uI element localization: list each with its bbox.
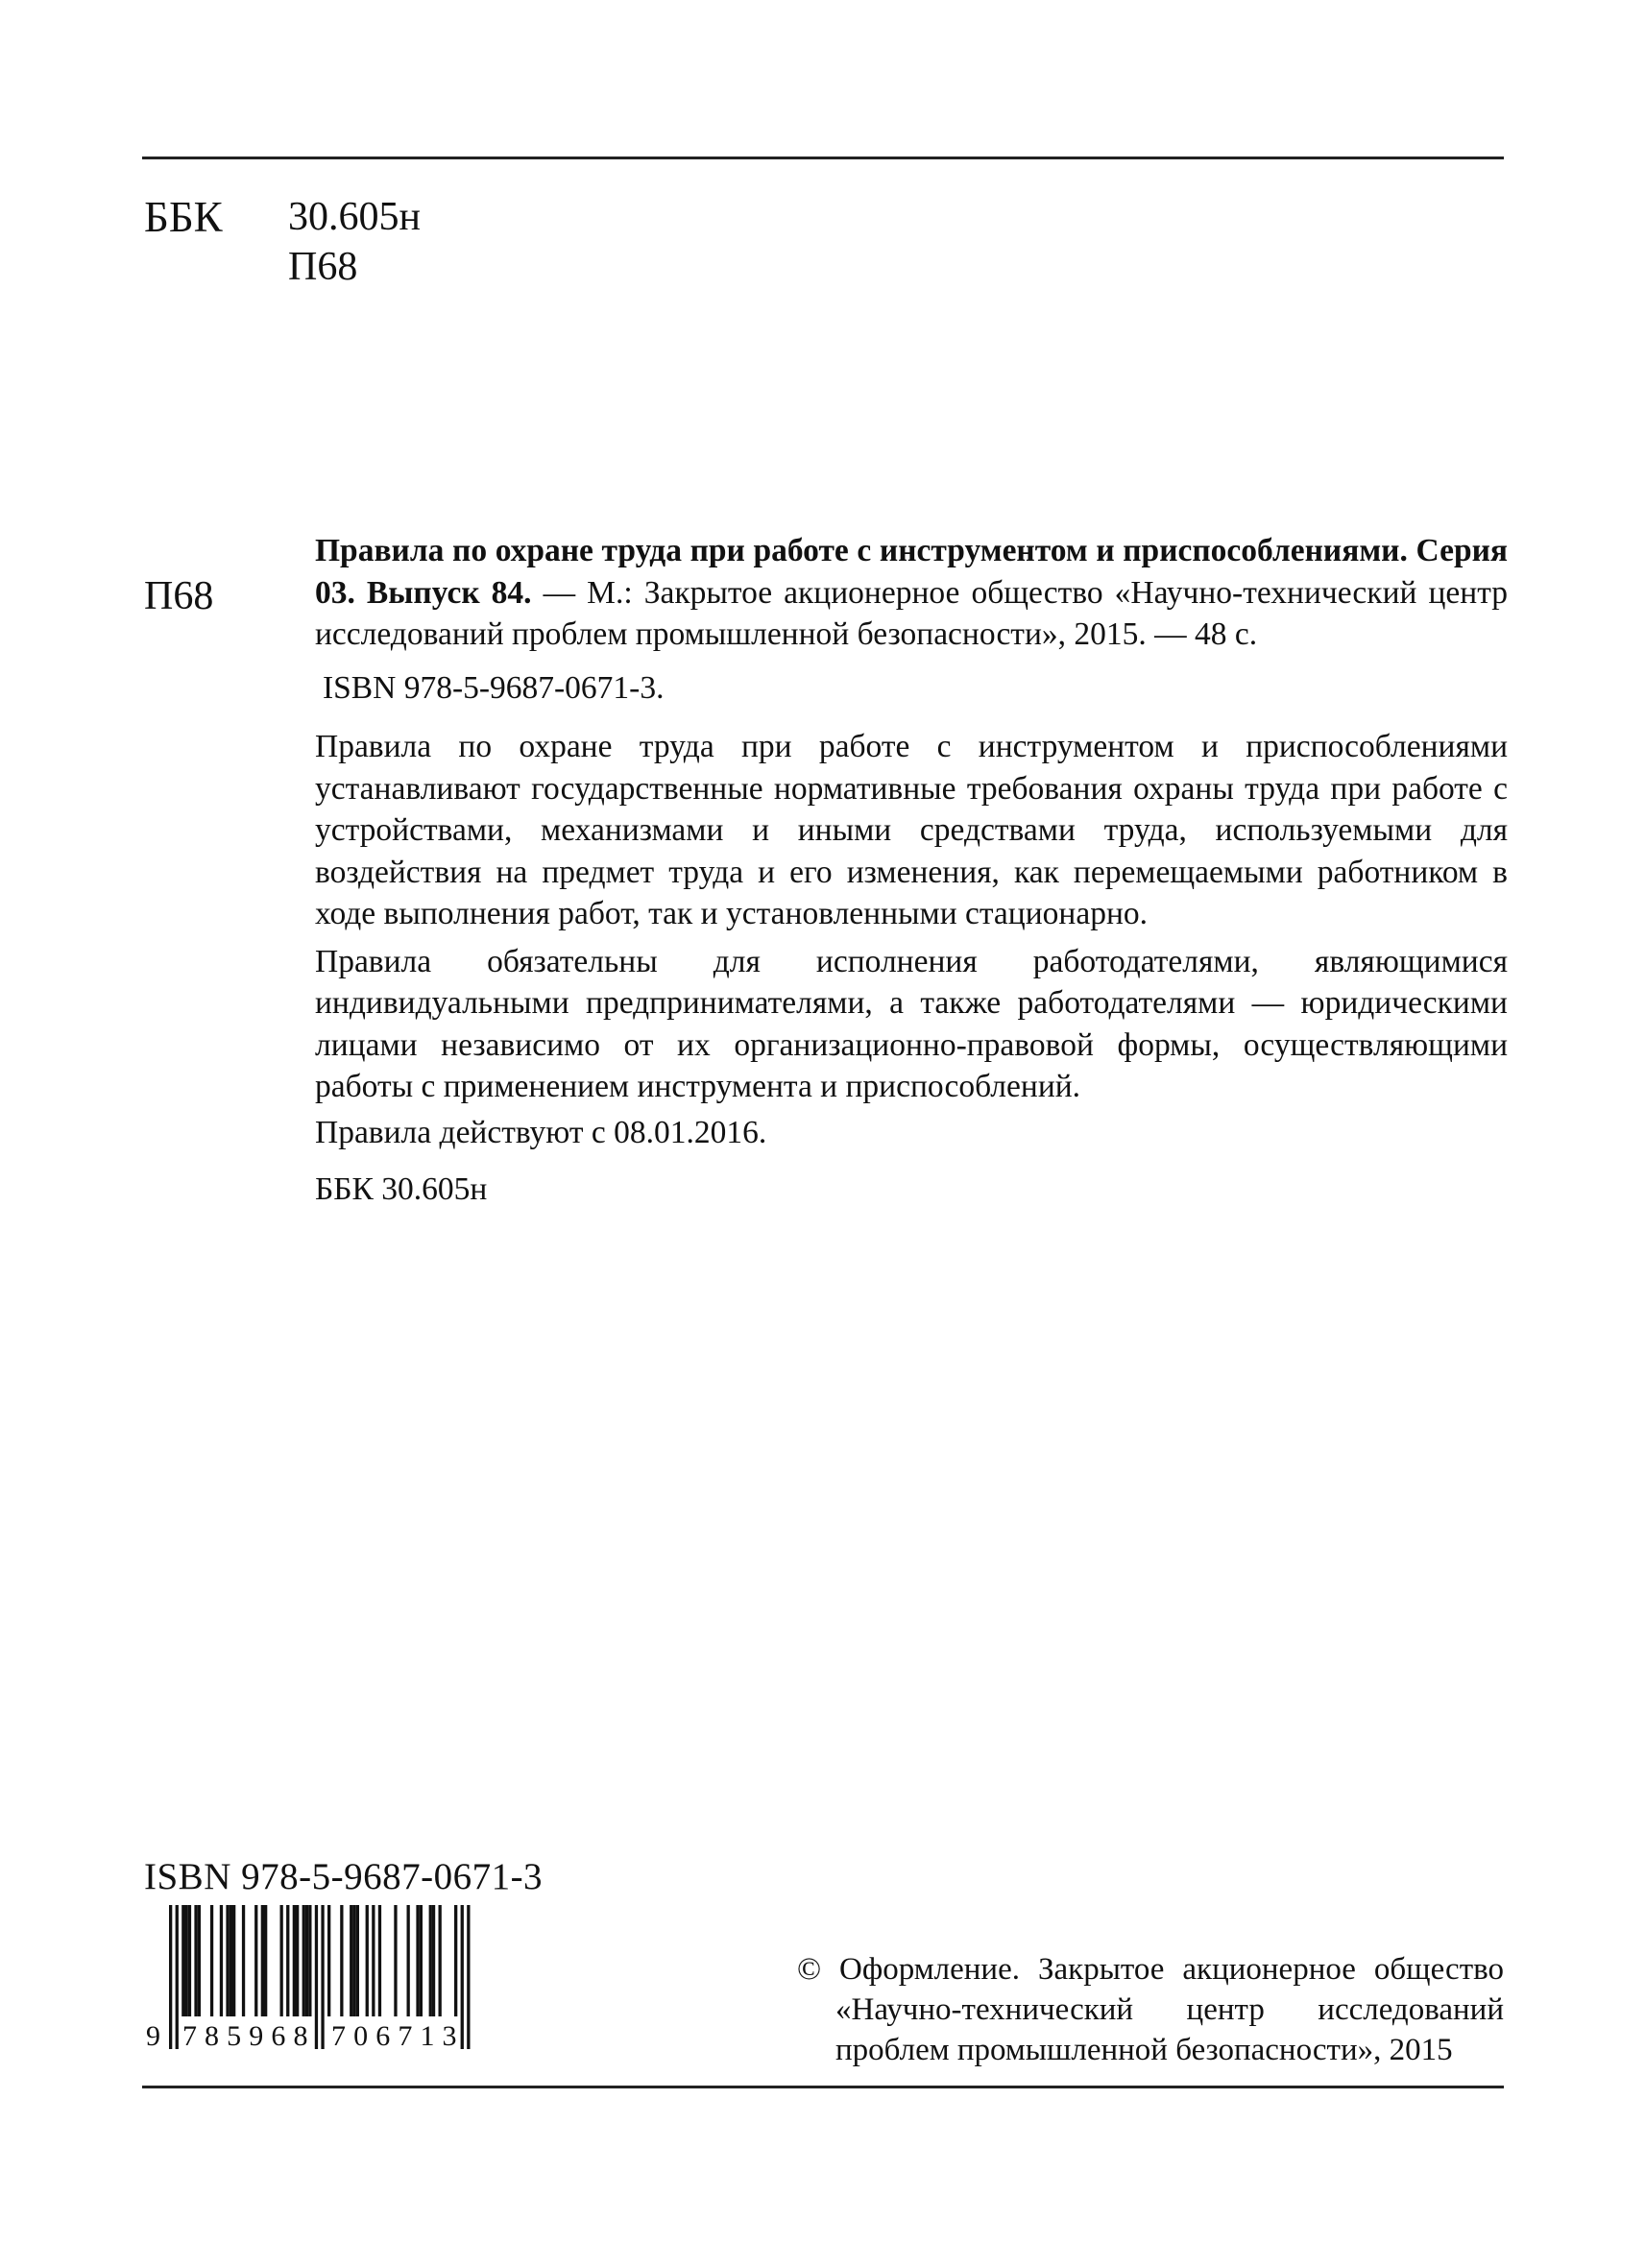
barcode-bar [230,1905,232,2016]
barcode-digit: 8 [205,2020,220,2049]
bbk-footer: ББК 30.605н [315,1171,488,1207]
barcode-bar [220,1905,223,2016]
barcode-bar [350,1905,352,2016]
barcode-guard-bar [169,1905,172,2049]
barcode-bar [232,1905,235,2016]
isbn-barcode [144,1905,547,2049]
barcode-digit: 6 [271,2020,286,2049]
bbk-label: ББК [144,193,223,241]
copyright-line: © Оформление. Закрытое акционерное общество [797,1952,1504,1987]
barcode-bar [372,1905,375,2016]
barcode-bar [356,1905,359,2016]
barcode-bar [198,1905,201,2016]
bibliographic-annotation [315,530,1508,1211]
barcode-digit: 3 [442,2020,457,2049]
barcode-bar [280,1905,283,2016]
copyright-notice [797,1949,1504,2070]
barcode-bar [302,1905,305,2016]
barcode-bar [210,1905,213,2016]
barcode-bar [305,1905,308,2016]
bibliographic-citation [315,530,1508,656]
barcode-bar [327,1905,330,2016]
barcode-bar [420,1905,423,2016]
barcode-guard-bar [315,1905,318,2049]
barcode-bar [296,1905,299,2016]
barcode-guard-bar [467,1905,470,2049]
barcode-bar [185,1905,188,2016]
barcode-digit: 9 [146,2020,160,2049]
abstract-paragraph: Правила действуют с 08.01.2016. [315,1114,767,1150]
barcode-bar [352,1905,355,2016]
barcode-bar [432,1905,435,2016]
barcode-guard-bar [176,1905,179,2049]
citation-imprint: — М.: Закрытое акционерное общество «Научно-технический центр исследований проблем промышленной безопасности», 2015. — 48 с. [315,574,1509,652]
barcode-bar [181,1905,184,2016]
barcode-bar [429,1905,432,2016]
citation-title: Правила по охране труда при работе с инструментом и приспособлениями. Серия 03. Выпуск 84. [315,533,1508,611]
barcode-bar [226,1905,229,2016]
barcode-bar [194,1905,197,2016]
abstract-paragraph: Правила по охране труда при работе с инструментом и приспособлениями устанавливают государственные нормативные требования охраны труда при работе с устройствами, механизмами и иными средствами труда, используемыми для воздействия на предмет труда и его изменения, как перемещаемыми работником в ходе выполнения работ, так и установленными стационарно. [315,729,1508,931]
barcode-bar [378,1905,381,2016]
copyright-line: «Научно-технический центр исследований [835,1992,1504,2027]
barcode-bar [407,1905,410,2016]
top-rule [142,157,1504,159]
barcode-bar [261,1905,264,2016]
entry-author-mark: П68 [144,574,214,618]
barcode-digit: 9 [249,2020,264,2049]
barcode-bar [439,1905,442,2016]
barcode-bar [293,1905,296,2016]
barcode-digit: 7 [398,2020,413,2049]
barcode-digit: 6 [375,2020,391,2049]
barcode-bar [340,1905,343,2016]
isbn-text: ISBN 978-5-9687-0671-3 [144,1856,544,1897]
barcode-digit: 7 [181,2020,197,2049]
barcode-guard-bar [321,1905,324,2049]
author-mark: П68 [288,245,358,289]
barcode-bar [242,1905,245,2016]
barcode-bar [308,1905,311,2016]
barcode-digit: 5 [227,2020,242,2049]
barcode-bar [254,1905,257,2016]
barcode-bar [416,1905,419,2016]
barcode-digit: 0 [353,2020,369,2049]
barcode-bar [264,1905,267,2016]
barcode-guard-bar [461,1905,464,2049]
barcode-bar [454,1905,457,2016]
citation-isbn: ISBN 978-5-9687-0671-3. [323,669,665,706]
copyright-line: проблем промышленной безопасности», 2015 [835,2033,1453,2067]
barcode-bar [188,1905,191,2016]
barcode-digit: 7 [331,2020,347,2049]
barcode-bar [394,1905,397,2016]
barcode-digit: 1 [420,2020,435,2049]
bottom-rule [142,2086,1504,2088]
abstract-paragraph: Правила обязательны для исполнения работодателями, являющимися индивидуальными предпринимателями, а также работодателями — юридическими лицами независимо от их организационно-правовой формы, осуществляющими работы с применением инструмента и приспособлений. [315,943,1508,1104]
barcode-bar [366,1905,369,2016]
abstract [315,726,1508,1211]
barcode-bar [286,1905,289,2016]
bbk-index: 30.605н [288,195,421,239]
barcode-digit: 8 [293,2020,308,2049]
